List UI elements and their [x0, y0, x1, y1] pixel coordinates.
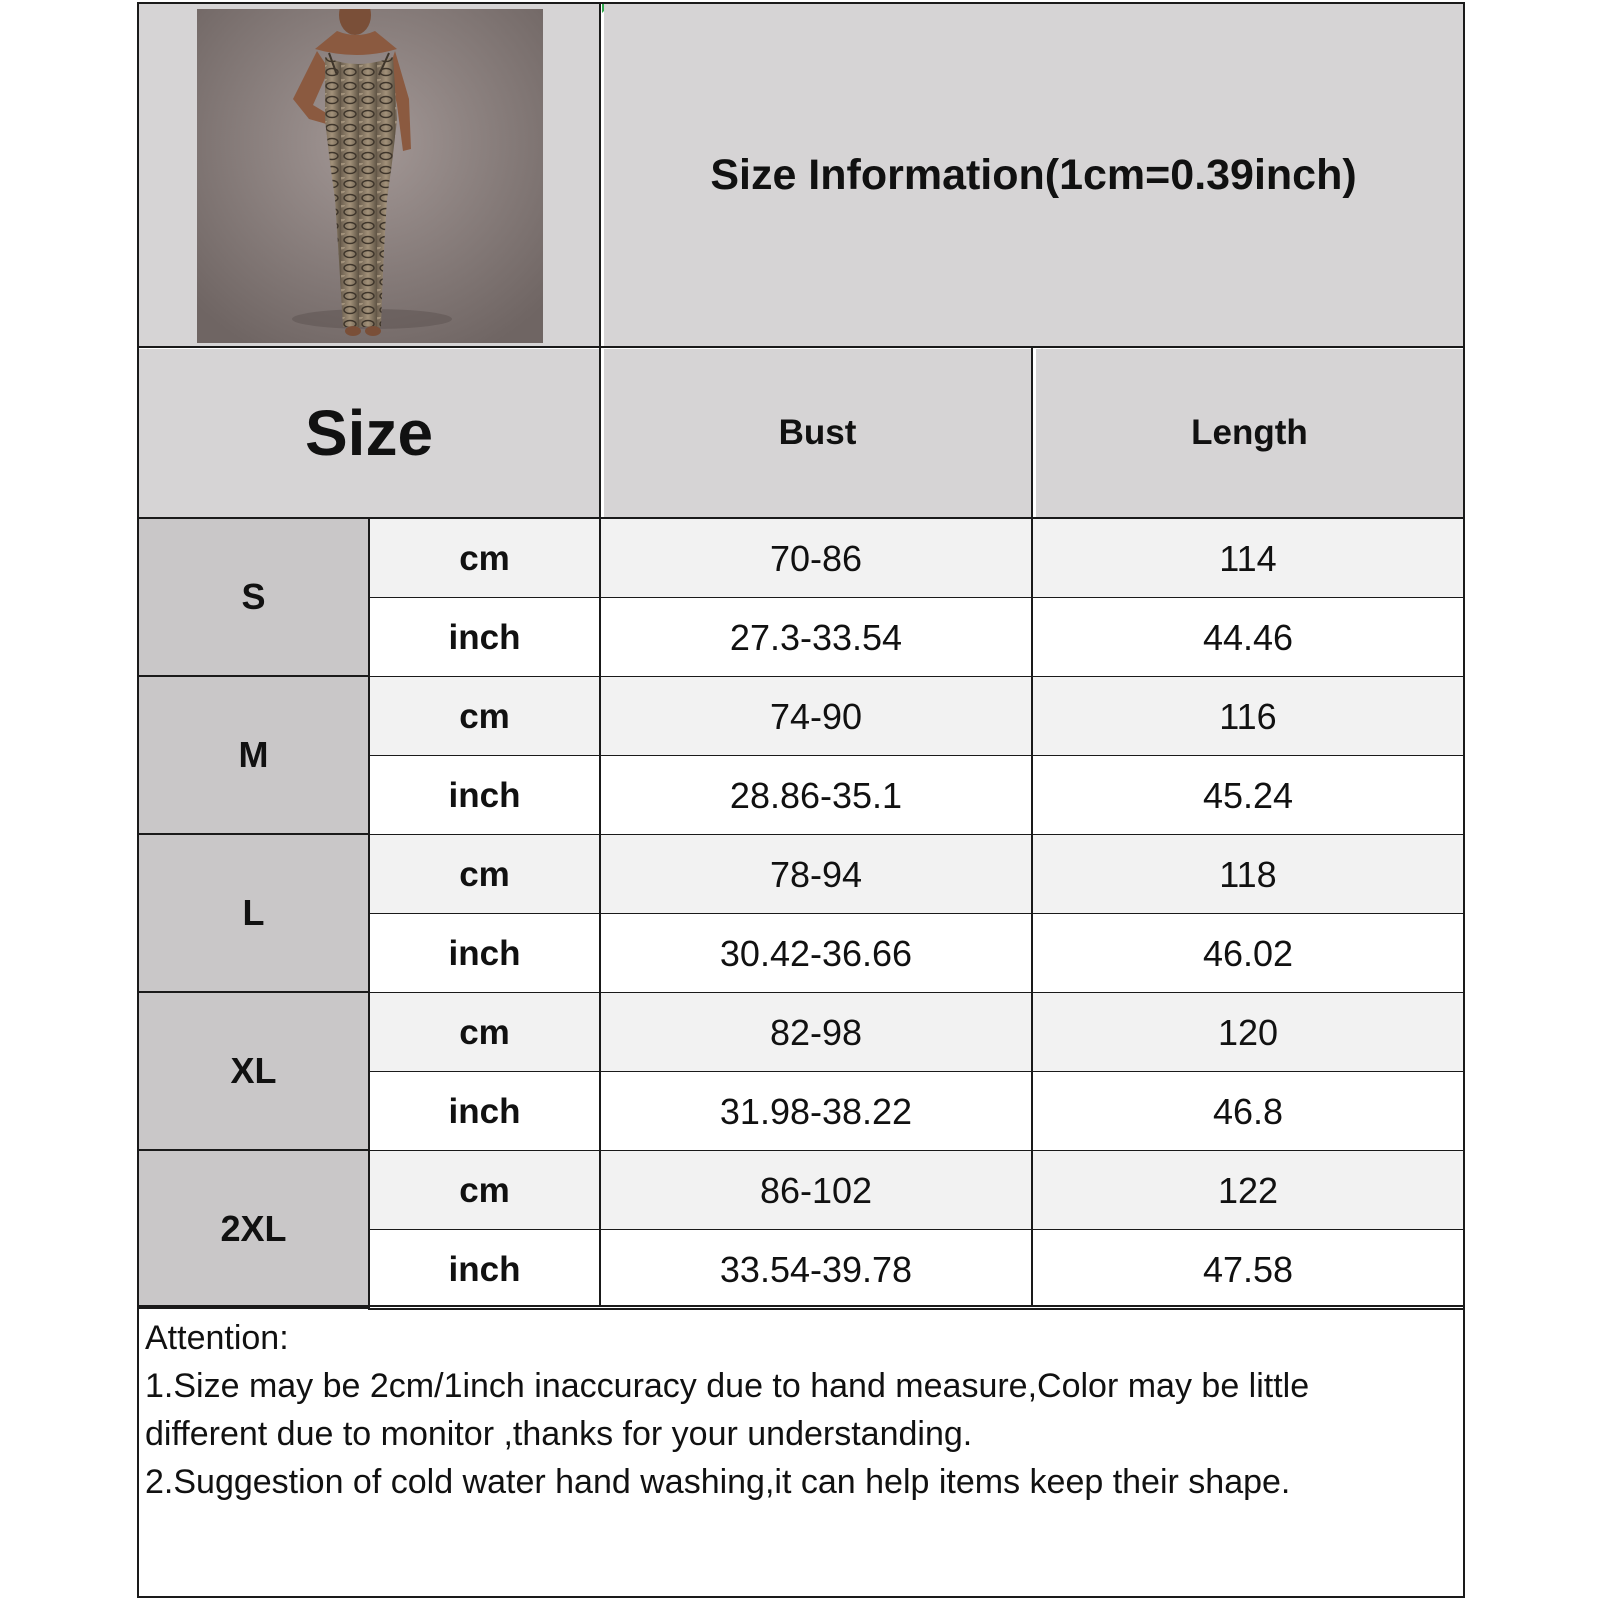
bust-value: 86-102: [759, 1169, 873, 1211]
product-photo-cell: [139, 4, 599, 346]
unit-label: inch: [448, 775, 521, 815]
table-cell: [1033, 1072, 1463, 1151]
divider: [368, 517, 370, 1305]
bust-value: 78-94: [769, 853, 863, 895]
table-cell: [601, 1072, 1031, 1151]
note-line-2: 2.Suggestion of cold water hand washing,it can help items keep their shape.: [145, 1463, 1291, 1501]
table-cell: [370, 677, 599, 756]
table-cell: [601, 1230, 1031, 1309]
divider: [599, 4, 601, 1305]
length-value: 44.46: [1202, 616, 1294, 658]
bust-value: 82-98: [769, 1011, 863, 1053]
table-cell: [1033, 677, 1463, 756]
length-header-cell: [1036, 349, 1463, 517]
unit-label: cm: [459, 696, 510, 736]
bust-header-cell: [604, 349, 1031, 517]
table-cell: [601, 835, 1031, 914]
bust-column-header: Bust: [778, 413, 857, 452]
size-info-title: Size Information(1cm=0.39inch): [710, 150, 1357, 199]
size-cell: [139, 519, 368, 675]
unit-label: cm: [459, 1012, 510, 1052]
size-column-header: Size: [304, 397, 434, 469]
unit-label: inch: [448, 933, 521, 973]
table-cell: [601, 677, 1031, 756]
size-header-cell: [139, 349, 599, 517]
length-value: 46.02: [1202, 932, 1294, 974]
table-cell: [370, 835, 599, 914]
table-cell: [1033, 519, 1463, 598]
product-photo: [197, 9, 543, 343]
table-cell: [1033, 914, 1463, 993]
table-cell: [370, 993, 599, 1072]
unit-label: cm: [459, 538, 510, 578]
size-label: L: [242, 892, 265, 933]
size-cell: [139, 993, 368, 1149]
length-value: 122: [1217, 1169, 1279, 1211]
bust-value: 74-90: [769, 695, 863, 737]
unit-label: cm: [459, 854, 510, 894]
divider: [139, 517, 1463, 519]
length-value: 114: [1219, 537, 1277, 579]
table-cell: [370, 1230, 599, 1309]
table-cell: [370, 598, 599, 677]
length-value: 47.58: [1202, 1248, 1294, 1290]
bust-value: 28.86-35.1: [729, 774, 903, 816]
table-cell: [601, 914, 1031, 993]
length-value: 118: [1219, 853, 1277, 895]
size-cell: [139, 835, 368, 991]
length-value: 46.8: [1212, 1090, 1284, 1132]
table-cell: [601, 993, 1031, 1072]
size-label: M: [238, 734, 269, 775]
bust-value: 31.98-38.22: [719, 1090, 913, 1132]
divider: [1031, 346, 1033, 1305]
size-info-title-cell: [604, 4, 1463, 346]
table-cell: [601, 1151, 1031, 1230]
table-cell: [1033, 598, 1463, 677]
size-cell: [139, 1151, 368, 1307]
divider: [368, 1308, 1463, 1310]
table-cell: [601, 519, 1031, 598]
attention-notes: [145, 1314, 1455, 1506]
unit-label: inch: [448, 1091, 521, 1131]
divider: [139, 1307, 370, 1309]
attention-heading: Attention:: [145, 1319, 289, 1357]
length-value: 45.24: [1202, 774, 1294, 816]
model-dress-illustration: [197, 9, 543, 343]
length-column-header: Length: [1191, 413, 1308, 452]
table-cell: [1033, 993, 1463, 1072]
divider: [139, 346, 1463, 348]
length-value: 116: [1219, 695, 1277, 737]
size-label: XL: [230, 1050, 277, 1091]
unit-label: cm: [459, 1170, 510, 1210]
table-cell: [370, 914, 599, 993]
unit-label: inch: [448, 1249, 521, 1289]
size-cell: [139, 677, 368, 833]
bust-value: 27.3-33.54: [729, 616, 903, 658]
table-cell: [601, 598, 1031, 677]
table-cell: [1033, 1230, 1463, 1309]
bust-value: 30.42-36.66: [719, 932, 913, 974]
bust-value: 70-86: [769, 537, 863, 579]
table-cell: [1033, 756, 1463, 835]
bust-value: 33.54-39.78: [719, 1248, 913, 1290]
note-line-1a: 1.Size may be 2cm/1inch inaccuracy due to hand measure,Color may be little: [145, 1367, 1310, 1405]
size-label: 2XL: [220, 1208, 287, 1249]
size-chart: [137, 2, 1465, 1598]
table-cell: [1033, 1151, 1463, 1230]
length-value: 120: [1217, 1011, 1279, 1053]
table-cell: [370, 756, 599, 835]
table-cell: [370, 1151, 599, 1230]
table-cell: [601, 756, 1031, 835]
size-label: S: [241, 576, 266, 617]
unit-label: inch: [448, 617, 521, 657]
note-line-1b: different due to monitor ,thanks for your understanding.: [145, 1415, 973, 1453]
table-cell: [370, 519, 599, 598]
divider: [139, 1305, 1463, 1307]
table-cell: [1033, 835, 1463, 914]
table-cell: [370, 1072, 599, 1151]
